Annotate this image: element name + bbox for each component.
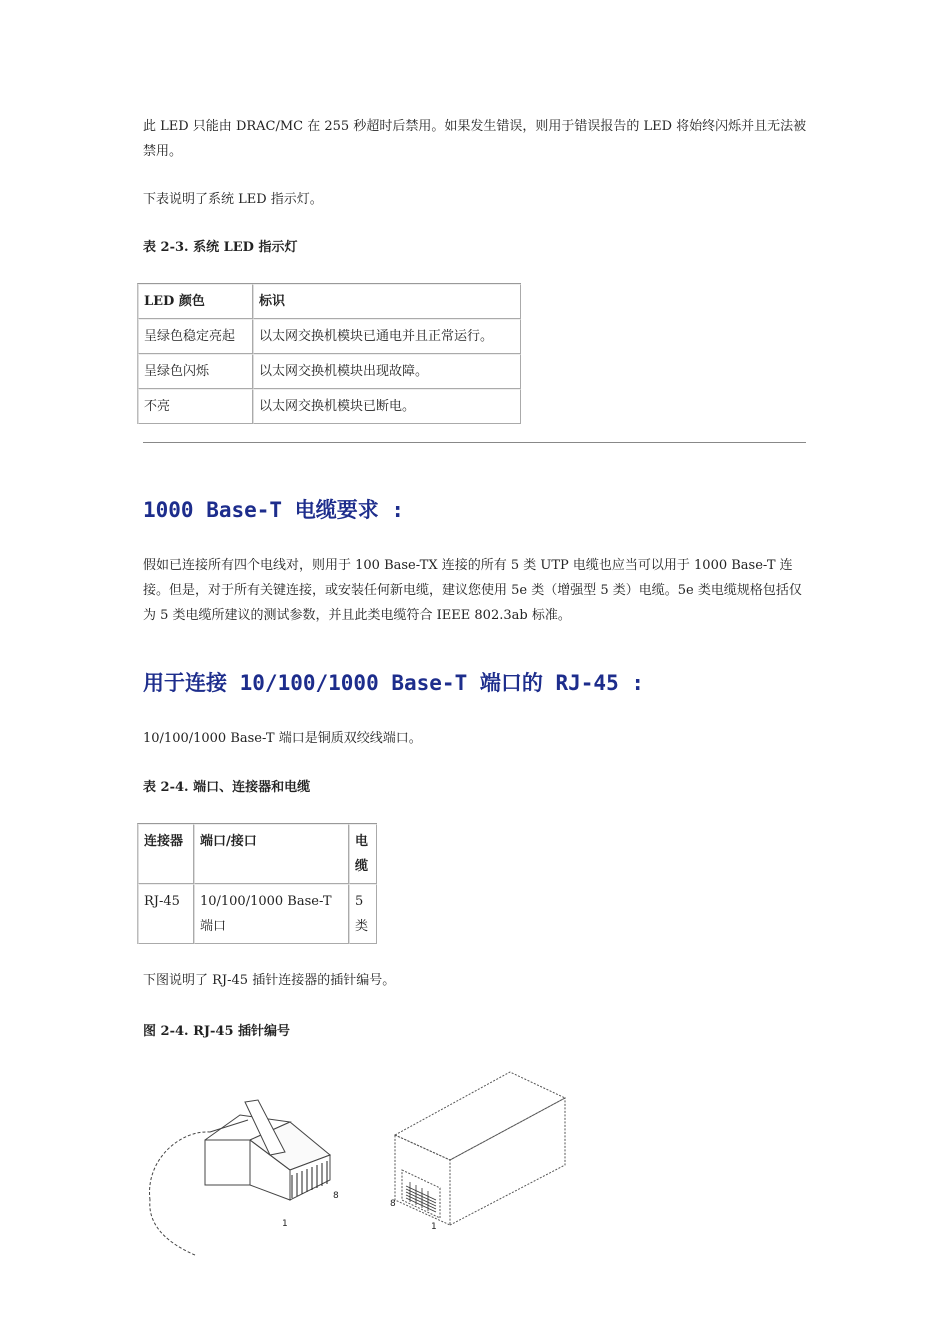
table-header-row (138, 284, 521, 319)
section-divider (143, 442, 806, 443)
led-indicator-table (137, 283, 521, 424)
rj45-pin-figure (140, 1060, 580, 1260)
figure-intro-paragraph: 下图说明了 RJ-45 插针连接器的插针编号。 (143, 973, 396, 988)
rj45-heading: 用于连接 10/100/1000 Base-T 端口的 RJ-45 : (143, 671, 645, 695)
plug-pin-8-label: 8 (333, 1191, 339, 1201)
cable-requirements-paragraph: 假如已连接所有四个电线对，则用于 100 Base-TX 连接的所有 5 类 UTP 电缆也应当可以用于 1000 Base-T 连接。但是，对于所有关键连接，或安装任何新电缆，建议您使用 5e 类（增强型 5 类）电缆。5e 类电缆规格包括仅为 5 类电缆所建议的测试参数，并且此类电缆符合 IEEE 802.3ab 标准。 (143, 558, 802, 623)
rj45-plug-illustration (150, 1100, 330, 1255)
table-header-cell: LED 颜色 (138, 284, 253, 319)
table-cell: 10/100/1000 Base-T 端口 (194, 884, 349, 944)
table-cell: 呈绿色闪烁 (138, 354, 253, 389)
table-cell: 不亮 (138, 389, 253, 424)
table-row (138, 354, 521, 389)
cable-outline (150, 1132, 210, 1200)
rj45-paragraph: 10/100/1000 Base-T 端口是铜质双绞线端口。 (143, 731, 422, 746)
table-header-row (138, 824, 377, 884)
intro-paragraph: 此 LED 只能由 DRAC/MC 在 255 秒超时后禁用。如果发生错误，则用于错误报告的 LED 将始终闪烁并且无法被禁用。 (143, 119, 807, 159)
table-header-cell: 电缆 (349, 824, 377, 884)
table-cell: 5 类 (349, 884, 377, 944)
table-cell: 以太网交换机模块已通电并且正常运行。 (253, 319, 521, 354)
table-header-cell: 端口/接口 (194, 824, 349, 884)
table-header-cell: 标识 (253, 284, 521, 319)
table-cell: RJ-45 (138, 884, 194, 944)
table-row (138, 884, 377, 944)
table-cell: 以太网交换机模块出现故障。 (253, 354, 521, 389)
plug-pin-1-label: 1 (282, 1219, 288, 1229)
table-intro-paragraph: 下表说明了系统 LED 指示灯。 (143, 192, 323, 207)
table-row (138, 319, 521, 354)
table-row (138, 389, 521, 424)
cable-requirements-heading: 1000 Base-T 电缆要求 : (143, 498, 405, 522)
cable-outline (210, 1120, 248, 1132)
ports-connectors-table (137, 823, 377, 944)
table-cell: 呈绿色稳定亮起 (138, 319, 253, 354)
table-cell: 以太网交换机模块已断电。 (253, 389, 521, 424)
table-led-caption: 表 2-3. 系统 LED 指示灯 (143, 240, 298, 255)
plug-body (205, 1140, 250, 1185)
table-header-cell: 连接器 (138, 824, 194, 884)
jack-pin-8-label: 8 (390, 1199, 396, 1209)
jack-side (450, 1098, 565, 1225)
figure-caption: 图 2-4. RJ-45 插针编号 (143, 1024, 291, 1039)
jack-pin-1-label: 1 (431, 1222, 437, 1232)
table-ports-caption: 表 2-4. 端口、连接器和电缆 (143, 780, 311, 795)
cable-outline (150, 1200, 195, 1255)
